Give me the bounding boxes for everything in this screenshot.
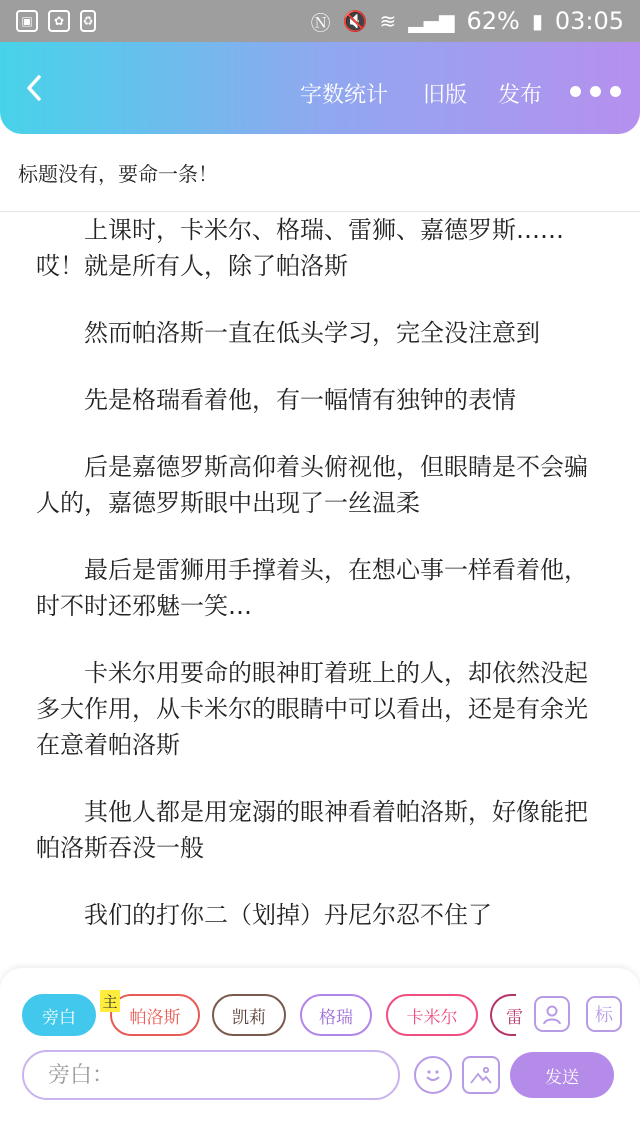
mark-button[interactable]: 标 — [586, 996, 622, 1032]
image-icon — [468, 1062, 494, 1088]
wifi-icon: ≋ — [379, 9, 397, 33]
publish-button[interactable]: 发布 — [498, 83, 543, 108]
role-chip-narrator[interactable]: 旁白 — [22, 994, 96, 1036]
image-button[interactable] — [462, 1056, 500, 1094]
more-dot-icon — [590, 86, 601, 97]
nfc-icon: Ⓝ — [310, 10, 331, 35]
mute-icon: 🔇 — [342, 9, 368, 33]
composer-panel — [0, 968, 640, 1104]
role-chip-partial[interactable]: 雷 — [490, 994, 516, 1036]
paragraph: 先是格瑞看着他，有一幅情有独钟的表情 — [84, 386, 516, 414]
recycle-icon: ♻ — [80, 10, 96, 32]
app-header — [0, 42, 640, 134]
emoji-button[interactable] — [414, 1056, 452, 1094]
battery-percent: 62% — [466, 7, 520, 35]
paragraph: 我们的打你二（划掉）丹尼尔忍不住了 — [84, 901, 492, 929]
send-button[interactable]: 发送 — [510, 1052, 614, 1098]
gallery-icon: ▣ — [16, 10, 38, 32]
paragraph: 上课时，卡米尔、格瑞、雷狮、嘉德罗斯……哎！就是所有人，除了帕洛斯 — [36, 216, 564, 280]
chevron-left-icon — [24, 74, 44, 102]
message-input-wrap[interactable] — [22, 1050, 400, 1100]
role-manage-button[interactable] — [534, 996, 570, 1032]
battery-icon: ▮ — [531, 9, 543, 33]
role-chip-kamier[interactable]: 卡米尔 — [386, 994, 478, 1036]
role-chip-gerui[interactable]: 格瑞 — [300, 994, 372, 1036]
message-input[interactable] — [48, 1063, 398, 1088]
main-role-badge: 主 — [100, 990, 120, 1012]
paragraph: 然而帕洛斯一直在低头学习，完全没注意到 — [84, 319, 540, 347]
story-title: 标题没有，要命一条！ — [18, 162, 218, 186]
story-content[interactable] — [0, 212, 640, 968]
system-nav-bar — [0, 1104, 640, 1138]
paragraph: 其他人都是用宠溺的眼神看着帕洛斯，好像能把帕洛斯吞没一般 — [36, 798, 588, 862]
more-dot-icon — [570, 86, 581, 97]
paragraph: 最后是雷狮用手撑着头，在想心事一样看着他，时不时还邪魅一笑… — [36, 556, 588, 620]
more-dot-icon — [610, 86, 621, 97]
role-chip-palos[interactable]: 帕洛斯 — [110, 994, 200, 1036]
old-version-button[interactable]: 旧版 — [423, 83, 468, 108]
person-icon — [540, 1002, 564, 1026]
word-count-button[interactable]: 字数统计 — [300, 83, 389, 108]
paragraph: 卡米尔用要命的眼神盯着班上的人，却依然没起多大作用，从卡米尔的眼睛中可以看出，还是有余光在意着帕洛斯 — [36, 659, 588, 759]
baidu-paw-icon: ✿ — [48, 10, 70, 32]
story-title-row[interactable] — [0, 134, 640, 212]
back-button[interactable] — [18, 70, 50, 106]
more-options-button[interactable] — [570, 86, 621, 97]
smiley-icon — [420, 1062, 446, 1088]
role-chip-kaili[interactable]: 凯莉 — [212, 994, 286, 1036]
paragraph: 后是嘉德罗斯高仰着头俯视他，但眼睛是不会骗人的，嘉德罗斯眼中出现了一丝温柔 — [36, 453, 588, 517]
status-bar — [0, 0, 640, 42]
signal-icon: ▂▄▆ — [408, 9, 455, 33]
clock: 03:05 — [554, 7, 624, 35]
